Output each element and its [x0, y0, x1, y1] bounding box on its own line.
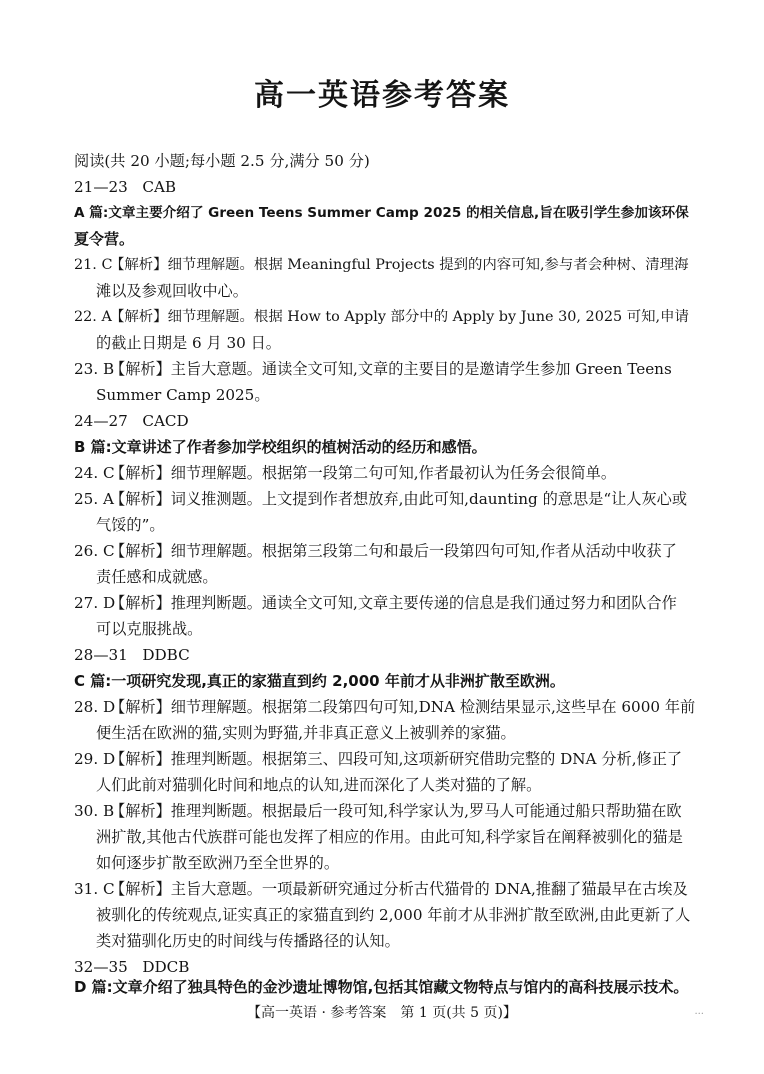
analysis-tag: 【解析】 [110, 594, 171, 612]
analysis-tag: 【解析】 [110, 880, 171, 898]
question-number: 31. C [74, 880, 115, 898]
question-27 [74, 590, 677, 616]
question-number: 29. D [74, 750, 116, 768]
explanation-text: 主旨大意题。一项最新研究通过分析古代猫骨的 DNA,推翻了猫最早在古埃及 [170, 880, 688, 898]
question-23 [74, 356, 672, 382]
question-25 [74, 486, 687, 512]
range-label: 24—27 [74, 412, 128, 430]
analysis-tag: 【解析】 [110, 698, 171, 716]
explanation-text: 推理判断题。根据第三、四段可知,这项新研究借助完整的 DNA 分析,修正了 [170, 750, 683, 768]
question-31-cont-2: 类对猫驯化历史的时间线与传播路径的认知。 [96, 932, 400, 950]
analysis-tag: 【解析】 [110, 490, 171, 508]
passage-summary-d: D 篇:文章介绍了独具特色的金沙遗址博物馆,包括其馆藏文物特点与馆内的高科技展示技术。 [74, 978, 689, 996]
analysis-tag: 【解析】 [110, 802, 171, 820]
range-answers: CACD [142, 412, 189, 430]
question-number: 22. A [74, 309, 112, 325]
range-label: 32—35 [74, 958, 128, 976]
question-23-cont: Summer Camp 2025。 [96, 386, 270, 404]
passage-summary-a-cont: 夏令营。 [74, 230, 135, 248]
explanation-text: 细节理解题。根据 Meaningful Projects 提到的内容可知,参与者会种树、清理海 [167, 257, 689, 273]
question-22-cont: 的截止日期是 6 月 30 日。 [96, 334, 281, 352]
passage-summary-b: B 篇:文章讲述了作者参加学校组织的植树活动的经历和感悟。 [74, 438, 487, 456]
explanation-text: 推理判断题。根据最后一段可知,科学家认为,罗马人可能通过船只帮助猫在欧 [170, 802, 682, 820]
question-30-cont: 洲扩散,其他古代族群可能也发挥了相应的作用。由此可知,科学家旨在阐释被驯化的猫是 [96, 828, 683, 846]
question-number: 23. B [74, 360, 115, 378]
question-29-cont: 人们此前对猫驯化时间和地点的认知,进而深化了人类对猫的了解。 [96, 776, 542, 794]
question-26-cont: 责任感和成就感。 [96, 568, 218, 586]
section-header: 阅读(共 20 小题;每小题 2.5 分,满分 50 分) [74, 152, 370, 170]
question-number: 26. C [74, 542, 115, 560]
explanation-text: 推理判断题。通读全文可知,文章主要传递的信息是我们通过努力和团队合作 [170, 594, 677, 612]
question-28-cont: 便生活在欧洲的猫,实则为野猫,并非真正意义上被驯养的家猫。 [96, 724, 516, 742]
question-number: 25. A [74, 490, 114, 508]
question-number: 24. C [74, 464, 115, 482]
question-29 [74, 746, 682, 772]
passage-summary-a: A 篇:文章主要介绍了 Green Teens Summer Camp 2025 的相关信息,旨在吸引学生参加该环保 [74, 205, 689, 221]
question-24 [74, 460, 616, 486]
range-answers: CAB [142, 178, 177, 196]
page-title: 高一英语参考答案 [254, 78, 510, 113]
explanation-text: 细节理解题。根据 How to Apply 部分中的 Apply by June 30, 2025 可知,申请 [167, 309, 689, 325]
question-22 [74, 304, 689, 330]
answer-range-b [74, 408, 189, 434]
explanation-text: 词义推测题。上文提到作者想放弃,由此可知,daunting 的意思是“让人灰心或 [170, 490, 688, 508]
analysis-tag: 【解析】 [110, 542, 171, 560]
explanation-text: 细节理解题。根据第二段第四句可知,DNA 检测结果显示,这些早在 6000 年前 [170, 698, 696, 716]
answer-range-c [74, 642, 190, 668]
question-26 [74, 538, 677, 564]
question-number: 30. B [74, 802, 115, 820]
question-number: 27. D [74, 594, 116, 612]
question-30 [74, 798, 682, 824]
question-27-cont: 可以克服挑战。 [96, 620, 203, 638]
analysis-tag: 【解析】 [110, 360, 171, 378]
corner-mark: ... [694, 1006, 704, 1017]
question-31 [74, 876, 688, 902]
range-answers: DDBC [142, 646, 190, 664]
question-number: 28. D [74, 698, 116, 716]
question-30-cont-2: 如何逐步扩散至欧洲乃至全世界的。 [96, 854, 339, 872]
answer-range-a [74, 174, 176, 200]
range-label: 21—23 [74, 178, 128, 196]
analysis-tag: 【解析】 [110, 257, 168, 273]
range-label: 28—31 [74, 646, 128, 664]
question-21-cont: 滩以及参观回收中心。 [96, 282, 248, 300]
question-28 [74, 694, 695, 720]
analysis-tag: 【解析】 [110, 309, 168, 325]
explanation-text: 主旨大意题。通读全文可知,文章的主要目的是邀请学生参加 Green Teens [170, 360, 672, 378]
explanation-text: 细节理解题。根据第一段第二句可知,作者最初认为任务会很简单。 [170, 464, 617, 482]
analysis-tag: 【解析】 [110, 750, 171, 768]
question-21 [74, 252, 688, 278]
question-number: 21. C [74, 257, 113, 273]
explanation-text: 细节理解题。根据第三段第二句和最后一段第四句可知,作者从活动中收获了 [170, 542, 677, 560]
page-footer: 【高一英语 · 参考答案 第 1 页(共 5 页)】 [247, 1005, 517, 1021]
range-answers: DDCB [142, 958, 190, 976]
question-31-cont: 被驯化的传统观点,证实真正的家猫直到约 2,000 年前才从非洲扩散至欧洲,由此更新了人 [96, 906, 691, 924]
passage-summary-c: C 篇:一项研究发现,真正的家猫直到约 2,000 年前才从非洲扩散至欧洲。 [74, 672, 565, 690]
question-25-cont: 气馁的”。 [96, 516, 165, 534]
analysis-tag: 【解析】 [110, 464, 171, 482]
